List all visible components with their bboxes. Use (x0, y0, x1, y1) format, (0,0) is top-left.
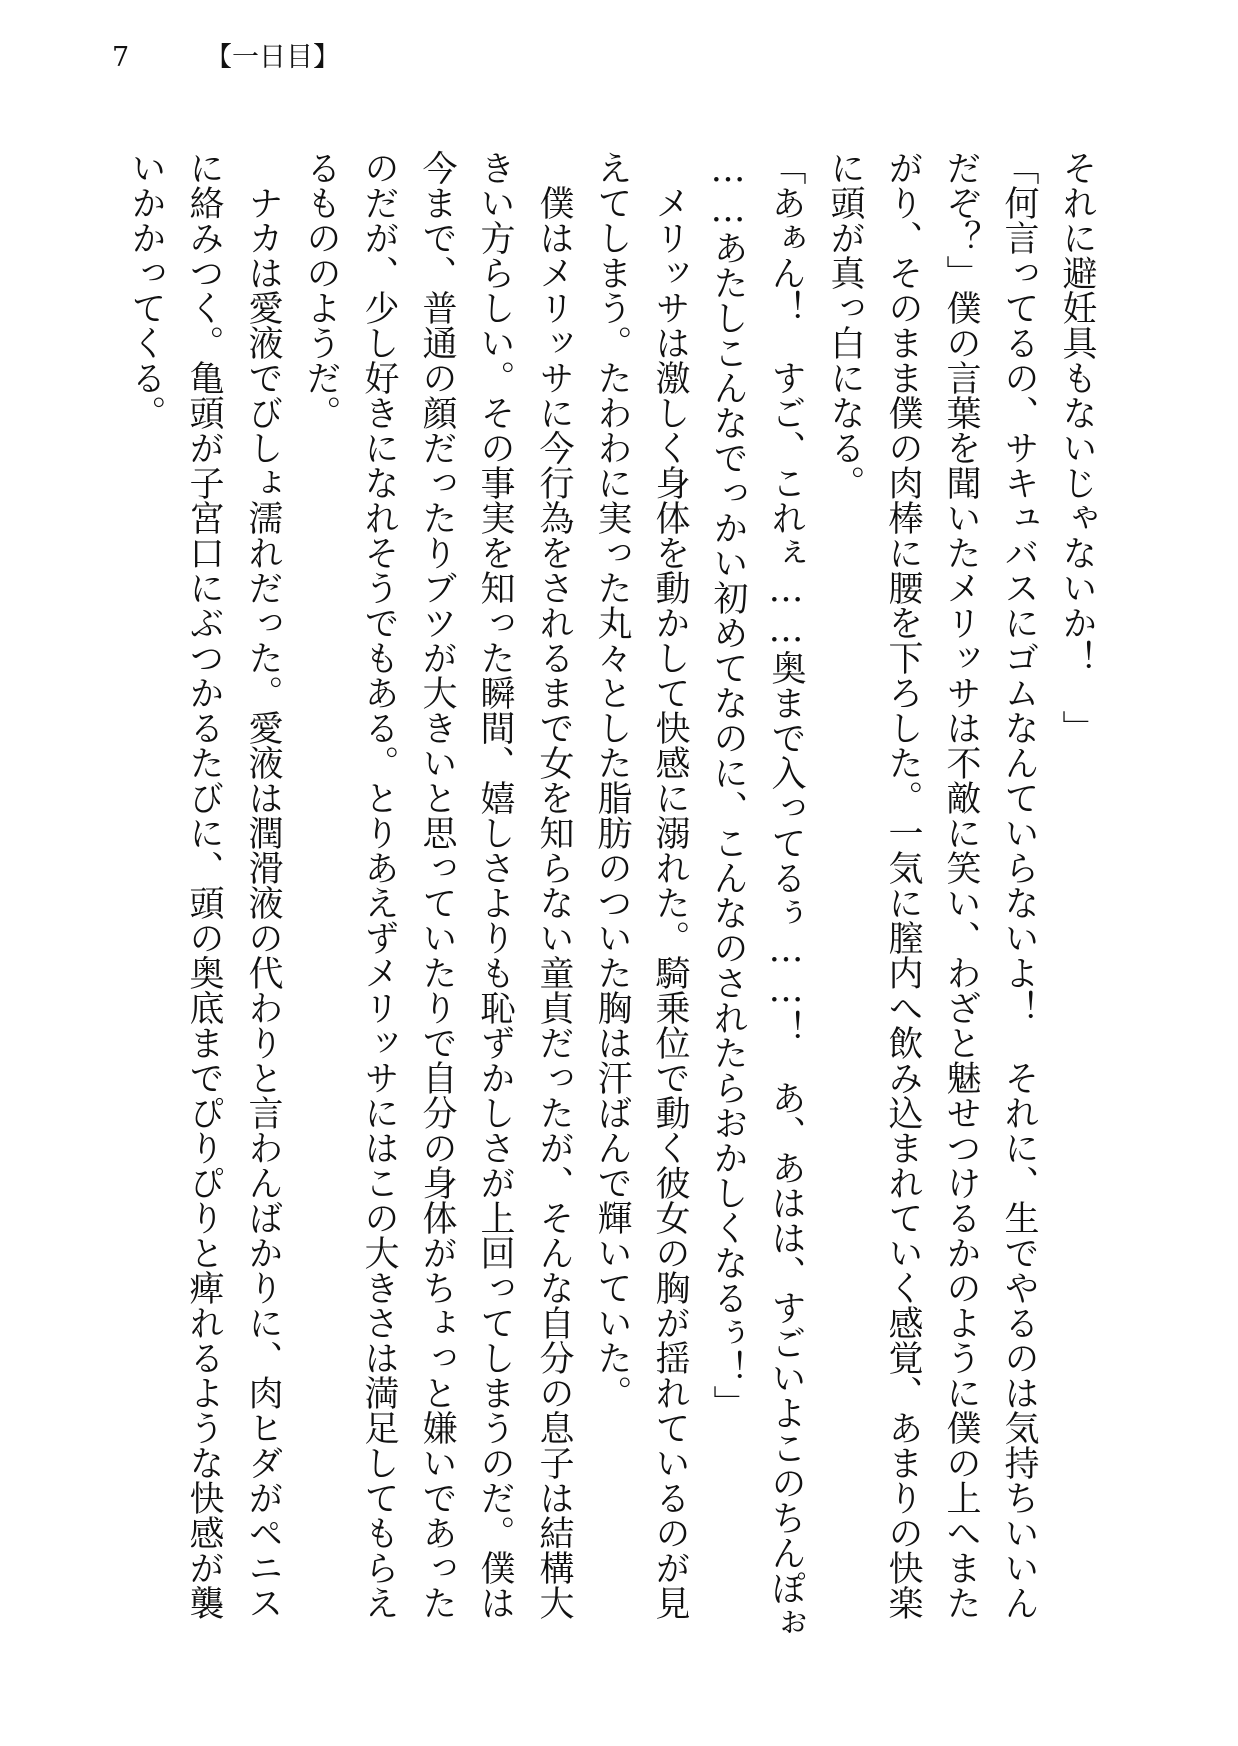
text-column: だぞ？」僕の言葉を聞いたメリッサは不敵に笑い、わざと魅せつけるかのように僕の上へまた (941, 150, 981, 1620)
text-column: それに避妊具もないじゃないか！ 」 (1057, 150, 1097, 745)
text-column: えてしまう。たわわに実った丸々とした脂肪のついた胸は汗ばんで輝いていた。 (592, 150, 632, 1410)
text-column: 今まで、普通の顔だったりブツが大きいと思っていたりで自分の身体がちょっと嫌いであった (417, 150, 457, 1620)
chapter-title: 【一日目】 (205, 42, 340, 73)
text-column: いかかってくる。 (126, 150, 166, 430)
text-column: のだが、少し好きになれそうでもある。とりあえずメリッサにはこの大きさは満足してもらえ (359, 150, 399, 1620)
text-column: メリッサは激しく身体を動かして快感に溺れた。騎乗位で動く彼女の胸が揺れているのが見 (650, 150, 690, 1620)
page-number: 7 (112, 42, 130, 73)
text-column: 「あぁん！ すご、これぇ……奥まで入ってるぅ……！ あ、あはは、すごいよこのちんぽぉ (766, 150, 806, 1640)
text-column: ……あたしこんなでっかい初めてなのに、こんなのされたらおかしくなるぅ！」 (708, 150, 748, 1420)
text-column: ナカは愛液でびしょ濡れだった。愛液は潤滑液の代わりと言わんばかりに、肉ヒダがペニス (243, 150, 283, 1620)
text-column: 僕はメリッサに今行為をされるまで女を知らない童貞だったが、そんな自分の息子は結構大 (534, 150, 574, 1620)
text-column: きい方らしい。その事実を知った瞬間、嬉しさよりも恥ずかしさが上回ってしまうのだ。僕は (475, 150, 515, 1620)
text-column: るもののようだ。 (301, 150, 341, 430)
text-column: に頭が真っ白になる。 (825, 150, 865, 500)
text-column: に絡みつく。亀頭が子宮口にぶつかるたびに、頭の奥底までぴりぴりと痺れるような快感が襲 (184, 150, 224, 1620)
text-column: がり、そのまま僕の肉棒に腰を下ろした。一気に膣内へ飲み込まれていく感覚、あまりの快楽 (883, 150, 923, 1620)
text-column: 「何言ってるの、サキュバスにゴムなんていらないよ！ それに、生でやるのは気持ちいいん (999, 150, 1039, 1620)
